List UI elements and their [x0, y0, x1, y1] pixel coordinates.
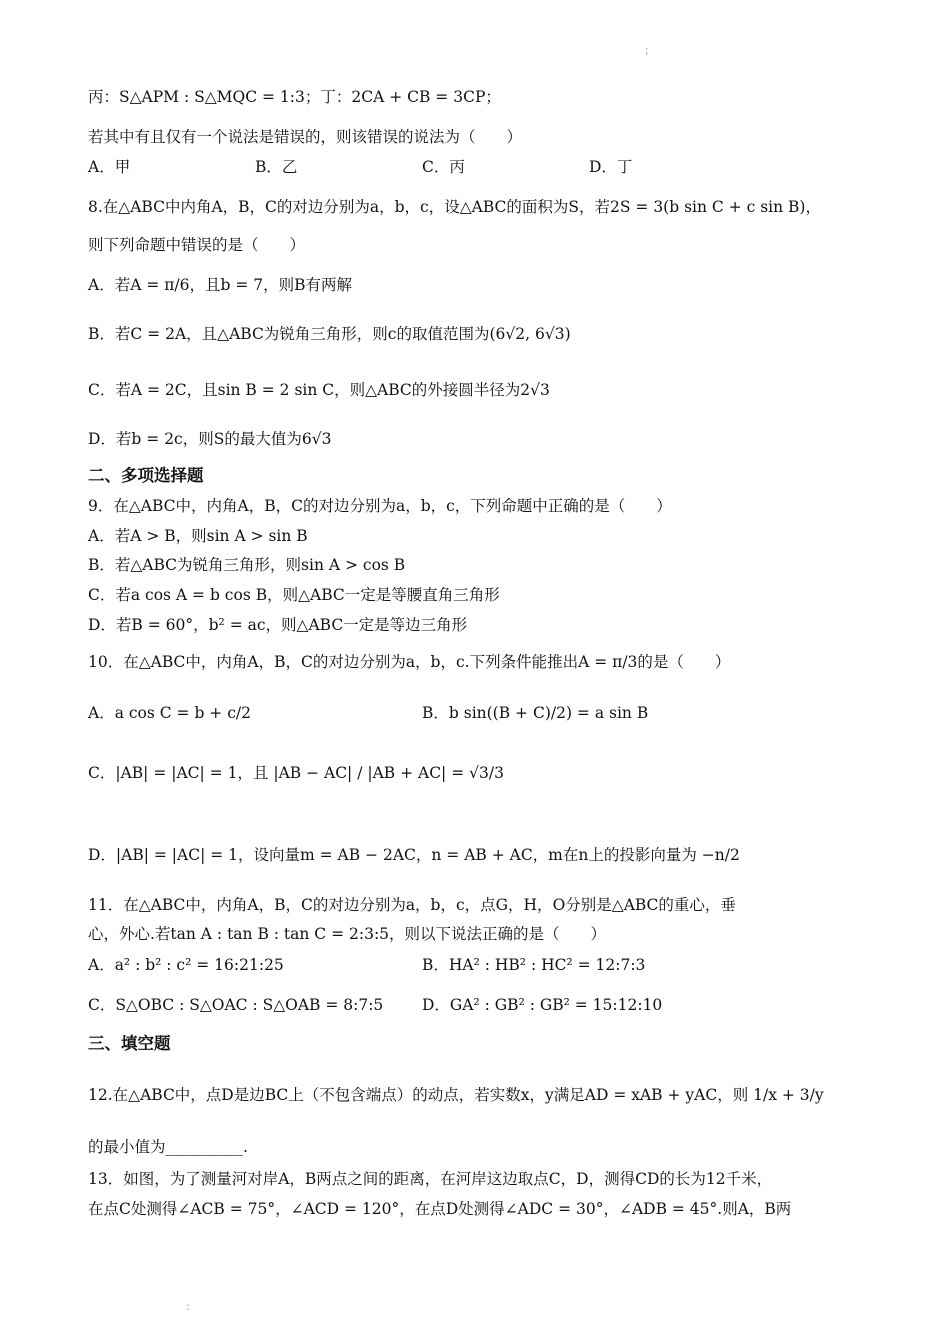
top-mark: ; [645, 44, 649, 57]
q7-statement-bing-ding: 丙：S△APM : S△MQC = 1:3；丁：2CA + CB = 3CP； [88, 88, 501, 106]
q10-option-c: C．|AB| = |AC| = 1，且 |AB − AC| / |AB + AC| = √3/3 [88, 764, 504, 782]
q8-option-a: A．若A = π/6，且b = 7，则B有两解 [88, 276, 353, 294]
q8-option-c: C．若A = 2C，且sin B = 2 sin C，则△ABC的外接圆半径为2√3 [88, 381, 550, 399]
q10-stem: 10．在△ABC中，内角A，B，C的对边分别为a，b，c.下列条件能推出A = π/3的是（ ） [88, 653, 731, 671]
q7-option-d: D．丁 [589, 158, 633, 176]
q8-option-b: B．若C = 2A，且△ABC为锐角三角形，则c的取值范围为(6√2, 6√3) [88, 325, 571, 343]
q9-stem: 9．在△ABC中，内角A，B，C的对边分别为a，b，c，下列命题中正确的是（ ） [88, 497, 672, 515]
q8-option-d: D．若b = 2c，则S的最大值为6√3 [88, 430, 332, 448]
section-heading-fill-in: 三、填空题 [88, 1034, 171, 1053]
q12-stem: 12.在△ABC中，点D是边BC上（不包含端点）的动点，若实数x，y满足AD = xAB + yAC，则 1/x + 3/y [88, 1086, 824, 1104]
q11-stem-line2: 心，外心.若tan A : tan B : tan C = 2:3:5，则以下说法正确的是（ ） [88, 925, 607, 943]
q9-option-a: A．若A > B，则sin A > sin B [88, 527, 308, 545]
q10-option-a: A．a cos C = b + c/2 [88, 704, 251, 722]
q8-stem: 8.在△ABC中内角A，B，C的对边分别为a，b，c，设△ABC的面积为S，若2S = 3(b sin C + c sin B)， [88, 198, 821, 216]
q11-option-b: B．HA² : HB² : HC² = 12:7:3 [422, 956, 646, 974]
q11-option-d: D．GA² : GB² : GB² = 15:12:10 [422, 996, 663, 1014]
q11-option-a: A．a² : b² : c² = 16:21:25 [88, 956, 284, 974]
section-heading-multiple-choice: 二、多项选择题 [88, 466, 204, 485]
q7-option-b: B．乙 [255, 158, 298, 176]
bottom-mark: : [186, 1300, 190, 1313]
q9-option-d: D．若B = 60°，b² = ac，则△ABC一定是等边三角形 [88, 616, 468, 634]
q8-prompt: 则下列命题中错误的是（ ） [88, 236, 306, 254]
q13-stem-line2: 在点C处测得∠ACB = 75°，∠ACD = 120°，在点D处测得∠ADC = 30°，∠ADB = 45°.则A，B两 [88, 1200, 792, 1218]
q9-option-c: C．若a cos A = b cos B，则△ABC一定是等腰直角三角形 [88, 586, 500, 604]
q10-option-b: B．b sin((B + C)/2) = a sin B [422, 704, 649, 722]
q11-stem-line1: 11．在△ABC中，内角A，B，C的对边分别为a，b，c，点G，H，O分别是△ABC的重心，垂 [88, 896, 736, 914]
q7-option-c: C．丙 [422, 158, 465, 176]
q13-stem-line1: 13．如图，为了测量河对岸A，B两点之间的距离，在河岸这边取点C，D，测得CD的长为12千米， [88, 1170, 773, 1188]
q7-option-a: A．甲 [88, 158, 131, 176]
q10-option-d: D．|AB| = |AC| = 1，设向量m = AB − 2AC，n = AB + AC，m在n上的投影向量为 −n/2 [88, 846, 740, 864]
q7-question-prompt: 若其中有且仅有一个说法是错误的，则该错误的说法为（ ） [88, 128, 523, 146]
q12-answer-line: 的最小值为__________. [88, 1138, 248, 1156]
q9-option-b: B．若△ABC为锐角三角形，则sin A > cos B [88, 556, 406, 574]
q11-option-c: C．S△OBC : S△OAC : S△OAB = 8:7:5 [88, 996, 384, 1014]
